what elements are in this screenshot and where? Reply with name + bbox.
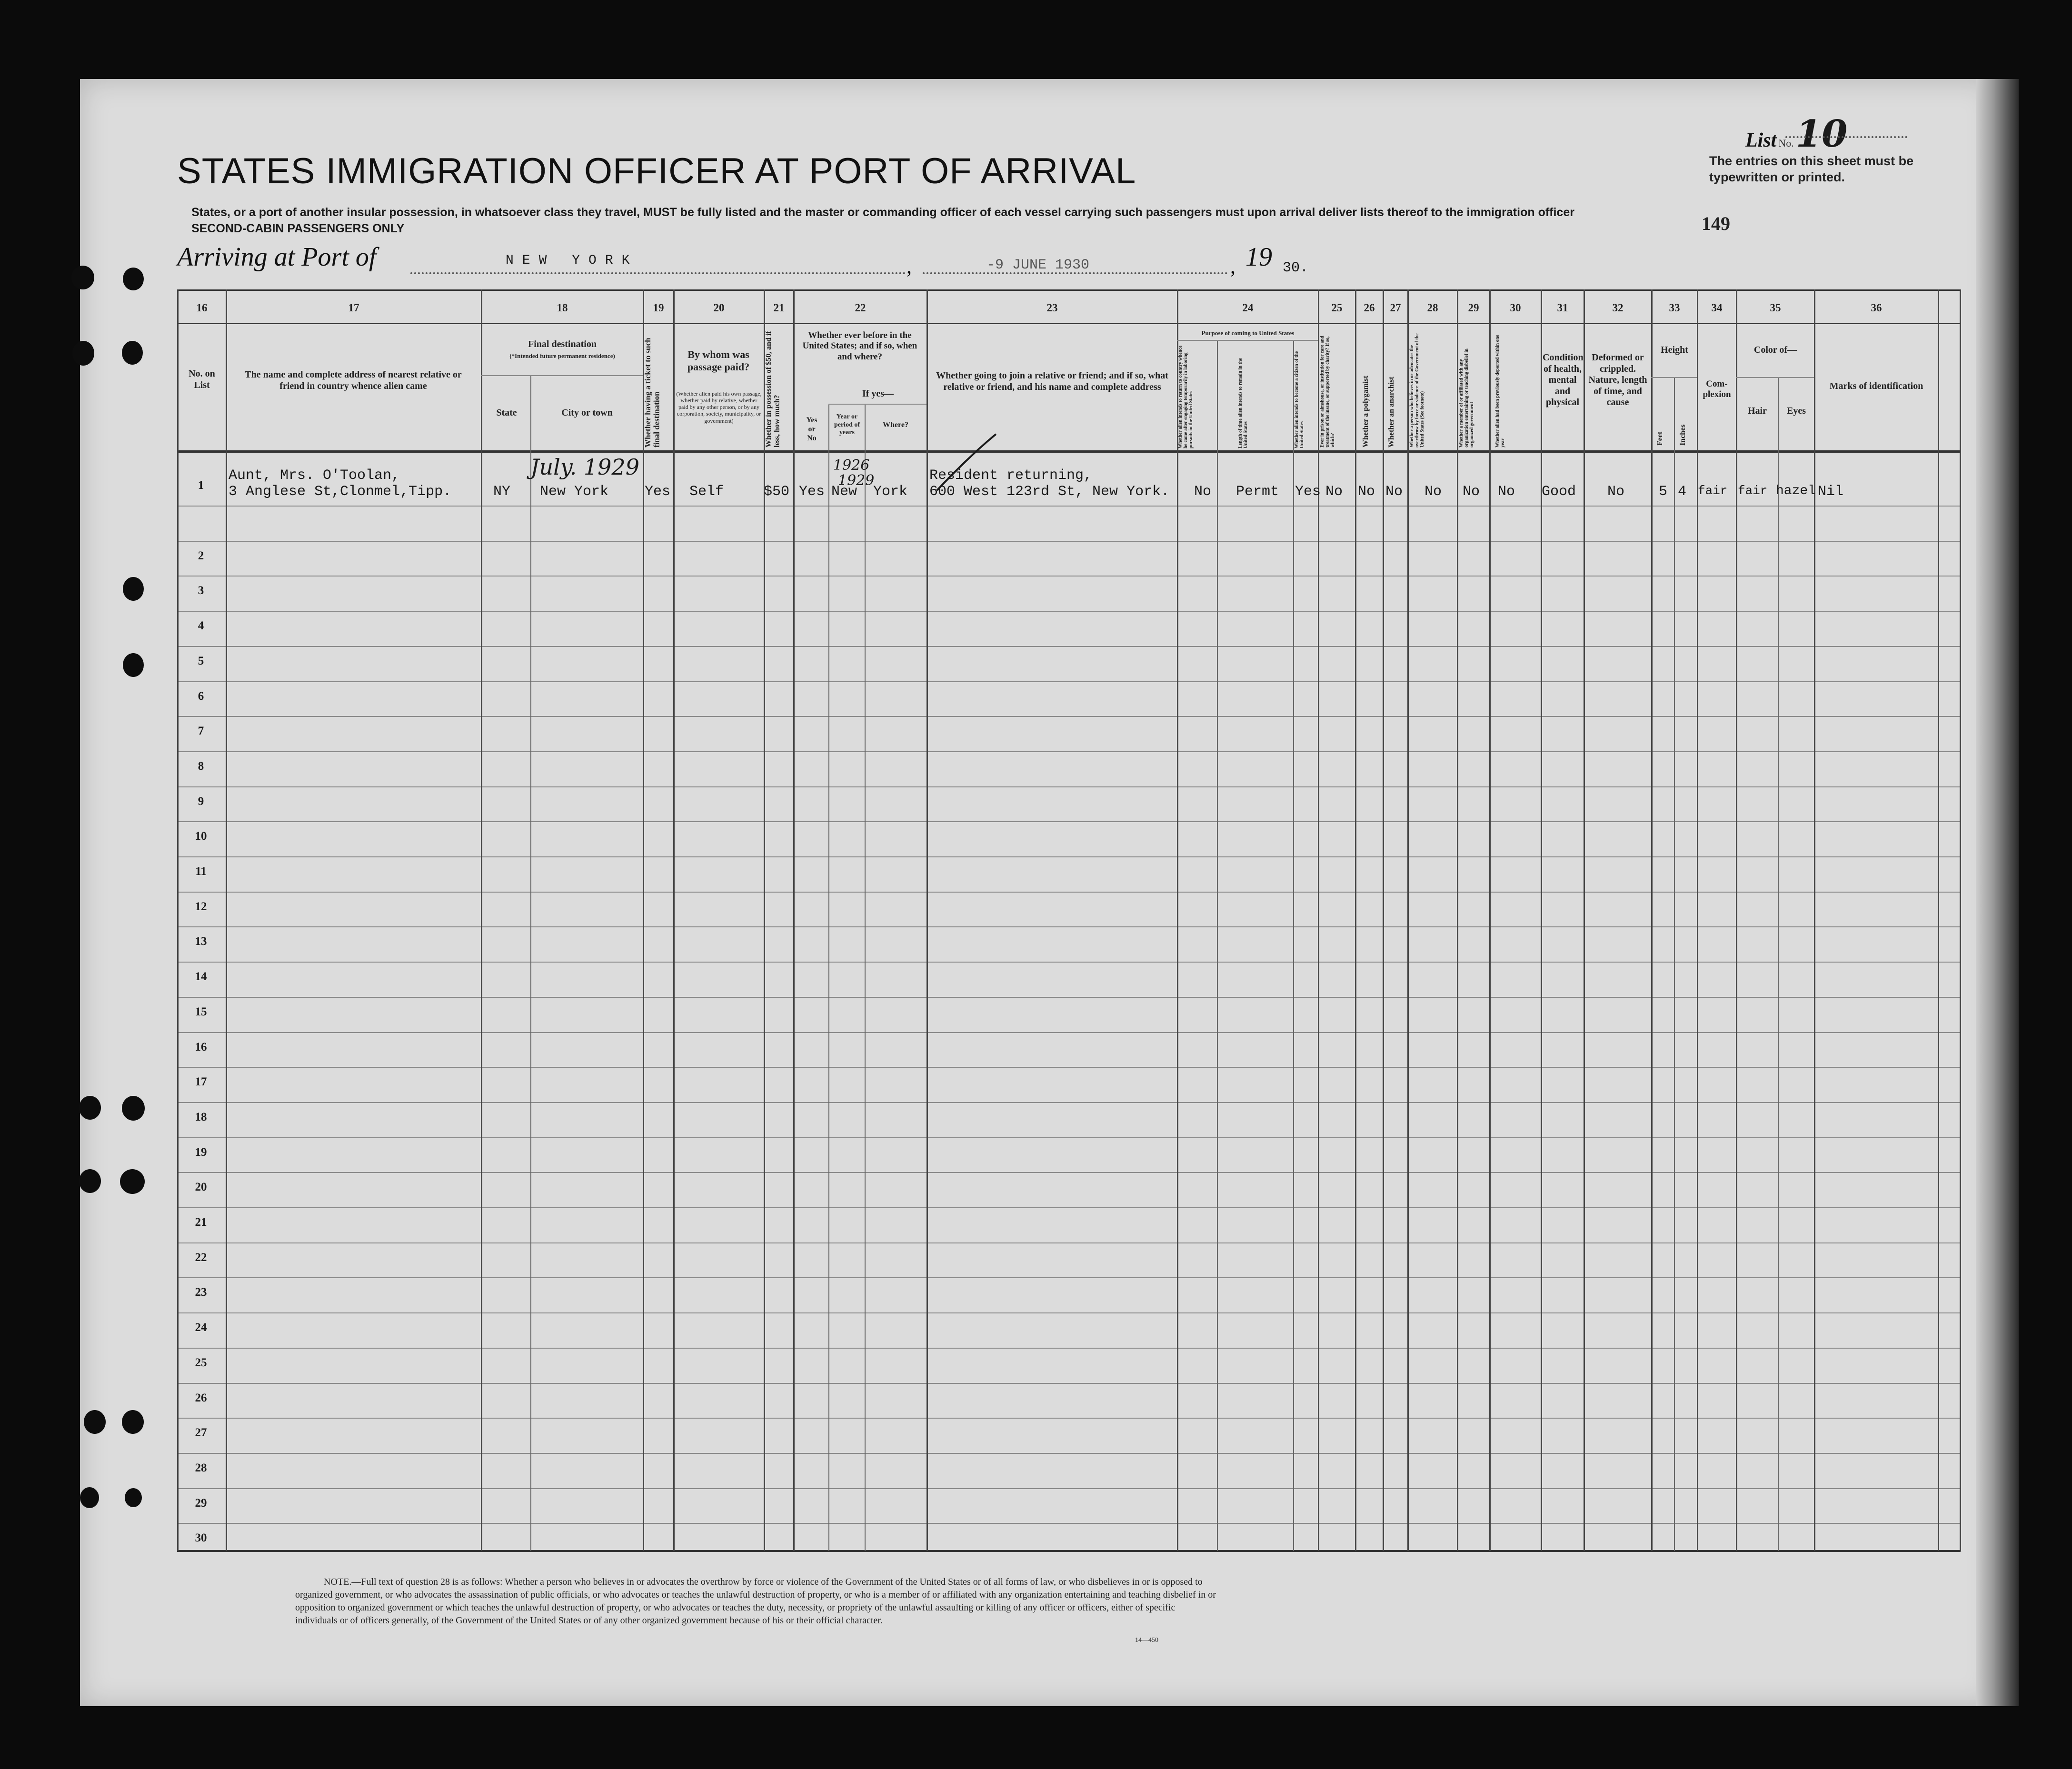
row-rule (177, 1312, 1961, 1313)
row-number: 12 (195, 900, 207, 913)
entry-polygamist: No (1358, 484, 1375, 500)
row-rule (177, 1032, 1961, 1033)
row-rule (177, 716, 1961, 717)
row-rule (177, 611, 1961, 612)
col-line (865, 404, 866, 1551)
row-rule (177, 926, 1961, 927)
row-rule (177, 1207, 1961, 1208)
col-line (764, 289, 765, 1551)
row-rule (177, 997, 1961, 998)
header-purpose-length: Length of time alien intends to remain in the United States (1238, 358, 1248, 448)
row-number: 28 (195, 1461, 207, 1474)
col-line (926, 289, 928, 1551)
colnum-23: 23 (1046, 302, 1058, 314)
header-eyes: Eyes (1787, 406, 1806, 416)
header-where: Where? (883, 421, 908, 429)
subheader-line (1736, 377, 1814, 378)
row-rule (177, 1523, 1961, 1524)
header-hair: Hair (1748, 406, 1767, 416)
colnum-22: 22 (855, 302, 866, 314)
header-state: State (496, 407, 517, 418)
header-feet: Feet (1656, 431, 1664, 446)
col-line (643, 289, 644, 1551)
header-if-yes: If yes— (862, 388, 894, 399)
row-number: 23 (195, 1286, 207, 1299)
header-nearest-relative: The name and complete address of nearest relative or friend in country whence alien came (245, 369, 462, 391)
colnum-34: 34 (1711, 302, 1723, 314)
row-rule (177, 1488, 1961, 1489)
binder-hole (122, 341, 143, 365)
table-bottom-border (177, 1550, 1961, 1552)
col-line (1457, 289, 1458, 1551)
entry-health: Good (1542, 484, 1576, 500)
row-rule (177, 681, 1961, 682)
col-line (1177, 289, 1178, 1551)
comma: , (1230, 255, 1235, 278)
subheader-line (828, 404, 926, 405)
row-rule (177, 1418, 1961, 1419)
binder-hole (125, 1488, 142, 1507)
row-number: 8 (198, 760, 204, 773)
binder-hole (123, 577, 144, 601)
row-number: 11 (195, 865, 207, 878)
footnote: NOTE.—Full text of question 28 is as follows: Whether a person who believes in or advocates the overthrow by force or violence of the Government of the United States or of all forms of law, or who disbelieves in or is opposed to organized government, or who advocates the assassination of public officials, or who advocates or teaches the unlawful destruction of property, or who is a member of or affiliated with any organization entertaining and teaching disbelief in or opposition to organized government or which teaches the unlawful destruction of property, or who advocates or teaches the duty, necessity, or propriety of the unlawful assaulting or killing of any officer or officers, either of specific individuals or of officers generally, of the Government of the United States or of any other organized government because of his or their official character. (295, 1577, 1216, 1626)
row-number: 10 (195, 830, 207, 843)
col-line (1651, 289, 1653, 1551)
list-no-label: No. (1778, 137, 1794, 149)
row-number: 1 (198, 479, 204, 492)
binder-hole (120, 1169, 145, 1194)
row-rule (177, 1277, 1961, 1278)
row-number: 18 (195, 1111, 207, 1123)
col-line (673, 289, 675, 1551)
entry-handwritten-date: July. 1929 (530, 454, 639, 480)
row-rule (177, 821, 1961, 822)
header-join-relative: Whether going to join a relative or friend; and if so, what relative or friend, and his name and complete address (936, 370, 1168, 392)
colnum-20: 20 (713, 302, 725, 314)
entry-return-country: No (1194, 484, 1212, 500)
col-line (1383, 289, 1384, 1551)
row-rule (177, 541, 1961, 542)
row-rule (177, 962, 1961, 963)
entry-inches: 4 (1678, 484, 1687, 500)
entry-where: York (873, 484, 908, 500)
col-line (828, 404, 829, 1551)
header-passage-paid: By whom was passage paid? (687, 348, 750, 373)
instruction-line: States, or a port of another insular possession, in whatsoever class they travel, MUST be fully listed and the master or commanding officer of each vessel carrying such passengers must upon arrival deliver lists thereof to the immigration officer (191, 206, 1574, 219)
header-inches: Inches (1679, 424, 1687, 446)
header-no-on-list: No. on List (189, 368, 215, 390)
row-rule (177, 1137, 1961, 1138)
row-number: 21 (195, 1216, 207, 1229)
row-rule (177, 1172, 1961, 1173)
row-rule (177, 506, 1961, 507)
entry-anarchist: No (1385, 484, 1403, 500)
col-line (1960, 289, 1961, 1551)
row-number: 15 (195, 1005, 207, 1018)
entry-overthrow: No (1424, 484, 1442, 500)
row-number: 29 (195, 1497, 207, 1510)
col-line (1697, 289, 1698, 1551)
entry-join-line2: 600 West 123rd St, New York. (929, 484, 1170, 500)
header-ticket: Whether having a ticket to such final destination (643, 338, 661, 447)
header-organization: Whether a member of or affiliated with any organization entertaining or teaching disbelief in organized government (1459, 348, 1474, 447)
header-purpose-return: Whether alien intends to return to country whence he came after engaging temporarily in laboring pursuits in the United States (1178, 345, 1194, 448)
binder-hole (79, 1169, 101, 1193)
row-number: 30 (195, 1531, 207, 1544)
header-deported: Whether alien had been previously deported within one year (1495, 335, 1505, 447)
list-number-line (1785, 136, 1907, 138)
col-line (530, 375, 531, 1551)
year-suffix: 30. (1283, 260, 1309, 276)
header-anarchist: Whether an anarchist (1387, 377, 1395, 447)
colnum-36: 36 (1871, 302, 1882, 314)
binder-hole (80, 1487, 99, 1508)
page-title: STATES IMMIGRATION OFFICER AT PORT OF ARRIVAL (177, 151, 1136, 191)
sheet-number: 149 (1702, 213, 1730, 234)
port-name: NEW YORK (506, 253, 638, 268)
row-number: 9 (198, 795, 204, 808)
header-bottom-border (177, 450, 1961, 453)
entry-hair: fair (1738, 484, 1768, 498)
table-top-border (177, 289, 1961, 291)
row-rule (177, 1453, 1961, 1454)
col-line (1407, 289, 1409, 1551)
binder-hole (123, 653, 144, 677)
colnum-27: 27 (1390, 302, 1401, 314)
arrival-date-stamp: -9 JUNE 1930 (986, 257, 1090, 273)
entry-ticket: Yes (645, 484, 671, 500)
header-height: Height (1661, 345, 1688, 355)
arriving-label: Arriving at Port of (177, 242, 377, 272)
binder-hole (122, 1410, 144, 1434)
row-number: 4 (198, 619, 204, 632)
comma: , (906, 255, 912, 278)
binder-hole (84, 1410, 106, 1434)
colnum-16: 16 (196, 302, 208, 314)
row-rule (177, 646, 1961, 647)
colnum-divider (177, 323, 1961, 324)
row-rule (177, 1067, 1961, 1068)
col-line (1318, 289, 1319, 1551)
colnum-17: 17 (348, 302, 359, 314)
header-passage-paid-note: (Whether alien paid his own passage, whether paid by relative, whether paid by any other person, or by any corporation, society, municipality, or government) (676, 390, 762, 424)
row-rule (177, 751, 1961, 752)
form-number: 14—450 (1135, 1637, 1158, 1644)
row-number: 2 (198, 549, 204, 562)
col-line (1938, 289, 1939, 1551)
header-deformed: Deformed or crippled. Nature, length of time, and cause (1588, 352, 1647, 408)
cabin-class-line: SECOND-CABIN PASSENGERS ONLY (191, 222, 405, 235)
col-line (1778, 377, 1779, 1551)
header-prison: Ever in prison or almshouse, or institution for care and treatment of the insane, or supported by charity? If so, which? (1320, 336, 1335, 447)
header-complexion: Com-plexion (1703, 379, 1731, 400)
entry-period-typed: New (831, 484, 857, 500)
row-rule (177, 1383, 1961, 1384)
entry-dest-city: New York (540, 484, 609, 500)
header-ever-before: Whether ever before in the United States; and if so, when and where? (802, 330, 917, 362)
row-number: 26 (195, 1391, 207, 1404)
row-number: 14 (195, 970, 207, 983)
row-rule (177, 786, 1961, 787)
col-line (226, 289, 227, 1551)
col-line (481, 289, 482, 1551)
colnum-31: 31 (1557, 302, 1568, 314)
entry-dest-state: NY (493, 484, 511, 500)
header-color-of: Color of— (1753, 345, 1797, 355)
subheader-line (1651, 377, 1697, 378)
entry-period-hw-bottom: 1929 (838, 472, 875, 489)
entry-deformed: No (1607, 484, 1625, 500)
colnum-35: 35 (1770, 302, 1781, 314)
row-number: 19 (195, 1146, 207, 1159)
binder-hole (71, 266, 94, 289)
binder-hole (79, 1096, 101, 1120)
row-number: 5 (198, 655, 204, 667)
binder-hole (123, 268, 144, 290)
col-line (1584, 289, 1585, 1551)
row-number: 24 (195, 1321, 207, 1334)
col-line (1217, 340, 1218, 1551)
row-number: 3 (198, 584, 204, 597)
colnum-29: 29 (1468, 302, 1479, 314)
header-purpose: Purpose of coming to United States (1201, 329, 1295, 337)
entry-money: $50 (764, 484, 790, 500)
colnum-21: 21 (773, 302, 785, 314)
row-number: 16 (195, 1041, 207, 1053)
binder-hole (122, 1096, 145, 1121)
row-number: 6 (198, 690, 204, 703)
entry-complexion: fair (1698, 484, 1728, 498)
entry-prison: No (1325, 484, 1343, 500)
binder-hole (72, 341, 94, 366)
header-purpose-citizen: Whether alien intends to become a citizen of the United States (1294, 351, 1305, 448)
col-line (1814, 289, 1815, 1551)
entry-before-in-us: Yes (799, 484, 825, 500)
list-number: 10 (1795, 112, 1848, 156)
year-prefix: 19 (1245, 242, 1272, 272)
col-line (1674, 377, 1675, 1551)
row-rule (177, 1242, 1961, 1243)
colnum-25: 25 (1331, 302, 1343, 314)
row-number: 22 (195, 1251, 207, 1264)
list-number-field (1745, 112, 1847, 156)
header-city-or-town: City or town (561, 407, 613, 418)
entry-period-hw-top: 1926 (833, 457, 870, 474)
row-number: 17 (195, 1075, 207, 1088)
entry-organization: No (1463, 484, 1480, 500)
col-line (1541, 289, 1542, 1551)
colnum-28: 28 (1427, 302, 1438, 314)
row-number: 7 (198, 725, 204, 737)
page-edge-shadow (1976, 79, 2019, 1706)
subheader-line (1177, 340, 1318, 341)
entry-eyes: hazel (1776, 484, 1816, 498)
row-rule (177, 892, 1961, 893)
header-health: Condition of health, mental and physical (1543, 352, 1584, 408)
header-final-destination-note: (*Intended future permanent residence) (509, 352, 615, 359)
row-rule (177, 1102, 1961, 1103)
header-fifty-dollars: Whether in possession of $50, and if less, how much? (765, 331, 781, 447)
list-label: List (1745, 129, 1777, 151)
entry-deported: No (1498, 484, 1515, 500)
row-number: 20 (195, 1181, 207, 1193)
colnum-24: 24 (1242, 302, 1254, 314)
subheader-line (481, 375, 643, 376)
colnum-18: 18 (557, 302, 568, 314)
row-number: 25 (195, 1356, 207, 1369)
entry-join-line1: Resident returning, (929, 467, 1093, 484)
colnum-33: 33 (1669, 302, 1680, 314)
entry-relative-line2: 3 Anglese St,Clonmel,Tipp. (229, 484, 452, 500)
col-line (1489, 289, 1491, 1551)
row-rule (177, 856, 1961, 857)
entry-paid-by: Self (689, 484, 724, 500)
header-yes-or-no: Yes or No (806, 416, 817, 442)
entry-citizen: Yes (1295, 484, 1321, 500)
col-line (177, 289, 179, 1551)
entry-length-of-stay: Permt (1236, 484, 1279, 500)
header-overthrow: Whether a person who believes in or advocates the overthrow by force or violence of the Government of the United States (See footnote) (1409, 333, 1425, 447)
entry-feet: 5 (1659, 484, 1668, 500)
entries-note: The entries on this sheet must be typewritten or printed. (1709, 154, 1914, 184)
col-line (1293, 340, 1294, 1551)
col-line (1736, 289, 1737, 1551)
colnum-30: 30 (1510, 302, 1521, 314)
col-line (1355, 289, 1356, 1551)
colnum-32: 32 (1612, 302, 1624, 314)
header-final-destination: Final destination (528, 339, 597, 349)
header-period-of-years: Year or period of years (834, 413, 860, 437)
row-number: 13 (195, 935, 207, 948)
entry-marks: Nil (1818, 484, 1844, 500)
colnum-19: 19 (653, 302, 664, 314)
entry-relative-line1: Aunt, Mrs. O'Toolan, (229, 467, 400, 484)
row-rule (177, 1348, 1961, 1349)
header-polygamist: Whether a polygamist (1362, 376, 1370, 447)
header-marks-identification: Marks of identification (1829, 381, 1923, 391)
row-number: 27 (195, 1426, 207, 1439)
colnum-26: 26 (1364, 302, 1375, 314)
port-line (410, 272, 906, 274)
col-line (793, 289, 795, 1551)
